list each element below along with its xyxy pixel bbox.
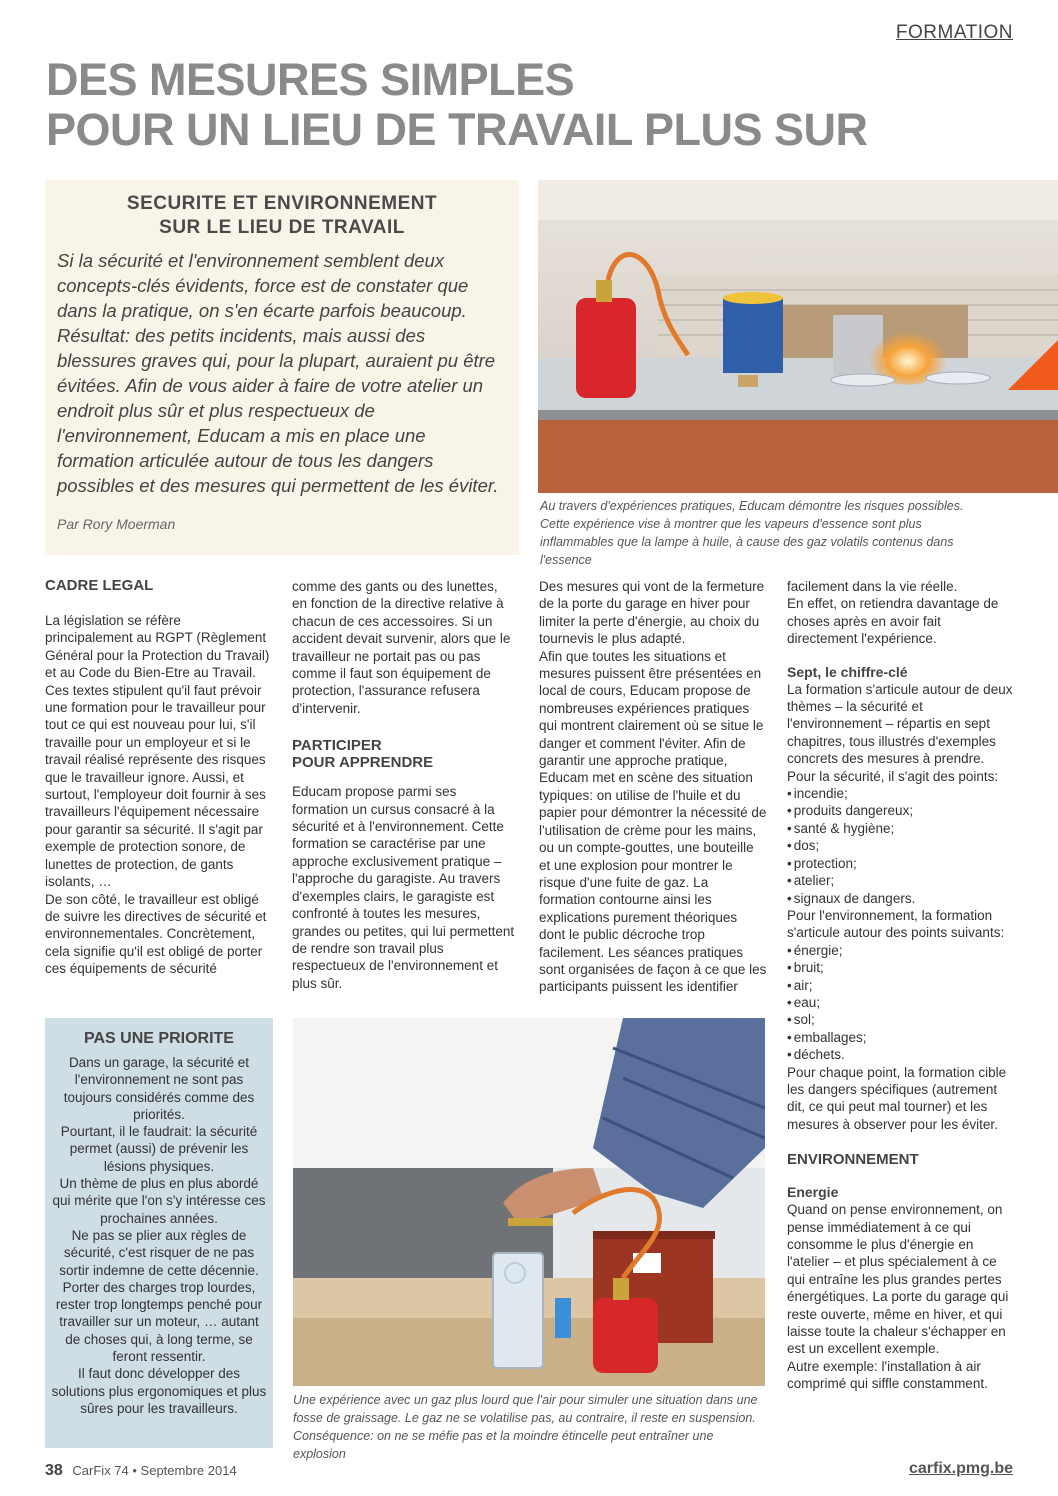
intro-heading-line-2: SUR LE LIEU DE TRAVAIL <box>159 217 405 238</box>
col4-paragraph-4: Pour la sécurité, il s'agit des points: <box>787 768 999 784</box>
title-line-1: DES MESURES SIMPLES <box>46 54 575 105</box>
col4-paragraph-5: Pour l'environnement, la formation s'articule autour des points suivants: <box>787 907 1005 941</box>
byline: Par Rory Moerman <box>57 516 176 532</box>
heading-environnement: ENVIRONNEMENT <box>787 1151 919 1169</box>
gas-experiment-photo <box>293 1018 765 1386</box>
photo-caption-1: Au travers d'expériences pratiques, Educam démontre les risques possibles. Cette expérience vise à montrer que les vapeurs d'essence sont plus inflammables que la lampe à huile, à cause des gaz volatils contenus dans l'essence <box>540 499 964 567</box>
col4-paragraph-3: La formation s'articule autour de deux thèmes – la sécurité et l'environnement – répartis en sept chapitres, tous illustrés d'exemples concrets des mesures à prendre. <box>787 681 1013 767</box>
photo-caption-2: Une expérience avec un gaz plus lourd que l'air pour simuler une situation dans une fosse de graissage. Le gaz ne se volatilise pas, au contraire, il reste en suspension. Conséquence: on ne se méfie pas et la moindre étincelle peut entraîner une explosion <box>293 1393 758 1461</box>
experiment-photo <box>538 180 1058 493</box>
sidebar-paragraph-3: Un thème de plus en plus abordé qui mérite que l'on s'y intéresse ces prochaines années. <box>52 1176 266 1226</box>
heading-cadre-legal: CADRE LEGAL <box>45 577 154 594</box>
col4-paragraph-2: En effet, on retiendra davantage de choses après en avoir fait directement l'expérience. <box>787 596 999 647</box>
intro-lead: Si la sécurité et l'environnement semblent deux concepts-clés évidents, force est de constater que dans la pratique, on s'en écarte parfois beaucoup. Résultat: des petits incidents, mais aussi des blessures graves qui, pour la plupart, auraient pu être évitées. Afin de vous aider à faire de votre atelier un endroit plus sûr et plus respectueux de l'environnement, Educam a mis en place une formation articulée autour de tous les dangers possibles et des mesures qui permettent de les éviter. <box>57 250 499 496</box>
title-line-2: POUR UN LIEU DE TRAVAIL PLUS SUR <box>46 104 868 155</box>
security-item: • incendie; <box>787 785 1015 802</box>
article-title <box>46 55 1026 155</box>
col3-paragraph-1: Des mesures qui vont de la fermeture de la porte du garage en hiver pour limiter la perte d'énergie, au choix du tournevis le plus adapté. <box>539 579 765 647</box>
environment-item: • sol; <box>787 1011 1015 1028</box>
col1-paragraph-3: De son côté, le travailleur est obligé de suivre les directives de sécurité et environnementales. Concrètement, cela signifie qu'il est obligé de porter ces équipements de sécurité <box>45 891 267 977</box>
col4-paragraph-6: Pour chaque point, la formation cible les dangers spécifiques (autrement dit, ce qui peut mal tourner) et les mesures à observer pour les éviter. <box>787 1064 1007 1132</box>
col1-paragraph-1: La législation se réfère principalement au RGPT (Règlement Général pour la Protection du Travail) et au Code du Bien-Etre au Travail. <box>45 613 270 681</box>
intro-box <box>45 180 519 555</box>
col4-paragraph-1: facilement dans la vie réelle. <box>787 579 958 594</box>
heading-participer-line-1: PARTICIPER <box>292 737 382 755</box>
security-list <box>787 785 1015 907</box>
security-item: • santé & hygiène; <box>787 820 1015 837</box>
intro-heading-line-1: SECURITE ET ENVIRONNEMENT <box>126 193 438 214</box>
column-4 <box>787 578 1015 1393</box>
section-tag: FORMATION <box>895 22 1013 43</box>
heading-sept: Sept, le chiffre-clé <box>787 663 908 680</box>
environment-item: • bruit; <box>787 959 1015 976</box>
footer-left <box>45 1462 237 1480</box>
security-item: • dos; <box>787 837 1015 854</box>
heading-participer-line-2: POUR APPRENDRE <box>292 754 434 772</box>
environment-list <box>787 942 1015 1064</box>
column-1 <box>45 577 271 978</box>
security-item: • protection; <box>787 855 1015 872</box>
col4-paragraph-8: Autre exemple: l'installation à air comprimé qui siffle constamment. <box>787 1358 988 1392</box>
page-number: 38 <box>45 1462 63 1479</box>
sidebar-paragraph-5: Porter des charges trop lourdes, rester trop longtemps penché pour travailler sur un moteur, … autant de choses qui, à long terme, se feront ressentir. <box>55 1279 263 1365</box>
website-link[interactable]: carfix.pmg.be <box>908 1460 1013 1477</box>
environment-item: • emballages; <box>787 1029 1015 1046</box>
sidebar-heading: PAS UNE PRIORITE <box>84 1030 234 1047</box>
sidebar-paragraph-2: Pourtant, il le faudrait: la sécurité permet (aussi) de prévenir les lésions physiques. <box>60 1124 258 1174</box>
column-2 <box>292 578 516 992</box>
column-3 <box>539 578 767 996</box>
experiment-photo-image <box>538 180 1058 493</box>
col4-paragraph-7: Quand on pense environnement, on pense immédiatement à ce qui consomme le plus d'énergie en l'atelier – et plus spécialement à ce qui entraîne les plus grandes pertes énergétiques. La porte du garage qui reste ouverte, même en hiver, et qui laisse toute la chaleur s'échapper en est un excellent exemple. <box>787 1202 1009 1357</box>
col1-paragraph-2: Ces textes stipulent qu'il faut prévoir une formation pour le travailleur pour tout ce qui est nouveau pour lui, s'il travaille pour un employeur et si le travail réalisé représente des risques que le travailleur ignore. Aussi, et surtout, l'employeur doit fournir à ses travailleurs l'équipement nécessaire pour garantir sa sécurité. Il s'agit par exemple de protection sonore, de lunettes de protection, de gants isolants, … <box>45 682 266 890</box>
gas-experiment-photo-image <box>293 1018 765 1386</box>
security-item: • atelier; <box>787 872 1015 889</box>
sidebar-paragraph-1: Dans un garage, la sécurité et l'environnement ne sont pas toujours considérés comme des priorités. <box>63 1055 255 1122</box>
sidebar-paragraph-6: Il faut donc développer des solutions plus ergonomiques et plus sûres pour les travailleurs. <box>51 1366 267 1416</box>
issue-info: CarFix 74 • Septembre 2014 <box>72 1463 237 1478</box>
environment-item: • air; <box>787 977 1015 994</box>
col2-paragraph-2: Educam propose parmi ses formation un cursus consacré à la sécurité et à l'environnement. Cette formation se caractérise par une approche exclusivement pratique – l'approche du garagiste. Au travers d'exemples clairs, le garagiste est confronté à toutes les mesures, grandes ou petites, qui lui permettent de rendre son travail plus respectueux de l'environnement et plus sûr. <box>292 784 515 991</box>
heading-participer <box>292 737 516 771</box>
environment-item: • déchets. <box>787 1046 1015 1063</box>
intro-heading <box>45 192 519 240</box>
security-item: • signaux de dangers. <box>787 890 1015 907</box>
sidebar-box <box>45 1018 273 1448</box>
environment-item: • énergie; <box>787 942 1015 959</box>
security-item: • produits dangereux; <box>787 802 1015 819</box>
heading-energie: Energie <box>787 1184 839 1201</box>
environment-item: • eau; <box>787 994 1015 1011</box>
col3-paragraph-2: Afin que toutes les situations et mesures puissent être présentées en local de cours, Educam propose de nombreuses expériences pratiques qui montrent clairement où se situe le danger et comment l'éviter. Afin de garantir une approche pratique, Educam met en scène des situation typiques: on utilise de l'huile et du papier pour démontrer la nécessité de l'utilisation de crème pour les mains, ou un compte-gouttes, une bouteille et une explosion pour montrer le risque d'une fuite de gaz. La formation contourne ainsi les explications purement théoriques dont le public décroche trop facilement. Les séances pratiques sont organisées de façon à ce que les participants puissent les identifier <box>539 648 767 995</box>
col2-paragraph-1: comme des gants ou des lunettes, en fonction de la directive relative à chacun de ces accessoires. Si un accident devait survenir, alors que le travailleur ne portait pas ou pas comme il faut son équipement de protection, l'assurance refusera d'intervenir. <box>292 579 511 716</box>
sidebar-paragraph-4: Ne pas se plier aux règles de sécurité, c'est risquer de ne pas sortir indemne de cette décennie. <box>59 1227 259 1278</box>
